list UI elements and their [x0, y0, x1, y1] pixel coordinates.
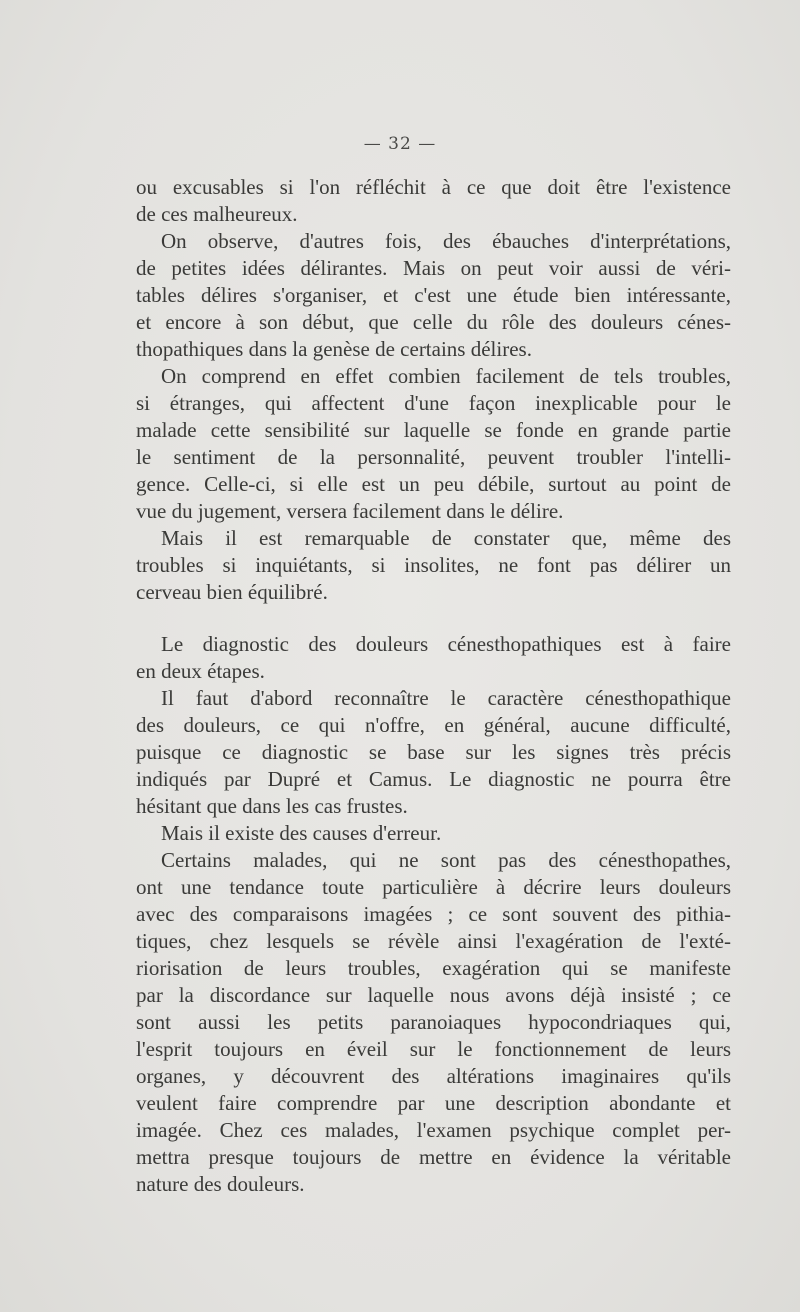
text-line: riorisation de leurs troubles, exagération qui se manifeste: [136, 956, 731, 980]
paragraph-continuation: [136, 552, 731, 606]
text-line: On observe, d'autres fois, des ébauches d'interprétations,: [161, 229, 731, 253]
paragraph-continuation: [136, 658, 731, 685]
paragraph: [136, 820, 731, 847]
text-line: par la discordance sur laquelle nous avons déjà insisté ; ce: [136, 983, 731, 1007]
paragraph: [136, 174, 731, 228]
text-line: troubles si inquiétants, si insolites, ne font pas délirer un: [136, 553, 731, 577]
text-line: des douleurs, ce qui n'offre, en général, aucune difficulté,: [136, 713, 731, 737]
paragraph-continuation: [136, 874, 731, 1198]
text-line: mettra presque toujours de mettre en évidence la véritable: [136, 1145, 731, 1169]
text-line: gence. Celle-ci, si elle est un peu débile, surtout au point de: [136, 472, 731, 496]
paragraph-continuation: [136, 390, 731, 525]
text-line: ont une tendance toute particulière à décrire leurs douleurs: [136, 875, 731, 899]
paragraph: [136, 228, 731, 255]
paragraph: [136, 847, 731, 874]
paragraph: [136, 631, 731, 658]
paragraph: [136, 363, 731, 390]
text-line: nature des douleurs.: [136, 1172, 305, 1196]
body-text: [136, 174, 731, 1198]
text-line: veulent faire comprendre par une description abondante et: [136, 1091, 731, 1115]
text-line: indiqués par Dupré et Camus. Le diagnostic ne pourra être: [136, 767, 731, 791]
text-line: thopathiques dans la genèse de certains délires.: [136, 337, 532, 361]
text-line: puisque ce diagnostic se base sur les signes très précis: [136, 740, 731, 764]
text-line: imagée. Chez ces malades, l'examen psychique complet per-: [136, 1118, 731, 1142]
text-line: malade cette sensibilité sur laquelle se fonde en grande partie: [136, 418, 731, 442]
text-line: le sentiment de la personnalité, peuvent troubler l'intelli-: [136, 445, 731, 469]
page-number: — 32 —: [363, 134, 437, 154]
paragraph: [136, 525, 731, 552]
text-line: cerveau bien équilibré.: [136, 580, 328, 604]
text-line: de petites idées délirantes. Mais on peut voir aussi de véri-: [136, 256, 731, 280]
text-line: Il faut d'abord reconnaître le caractère cénesthopathique: [161, 686, 731, 710]
text-line: en deux étapes.: [136, 659, 265, 683]
text-line: sont aussi les petits paranoiaques hypocondriaques qui,: [136, 1010, 731, 1034]
paragraph-continuation: [136, 255, 731, 363]
text-line: Certains malades, qui ne sont pas des cénesthopathes,: [161, 848, 731, 872]
text-line: l'esprit toujours en éveil sur le fonctionnement de leurs: [136, 1037, 731, 1061]
text-line: et encore à son début, que celle du rôle des douleurs cénes-: [136, 310, 731, 334]
text-line: Mais il est remarquable de constater que, même des: [161, 526, 731, 550]
text-line: organes, y découvrent des altérations imaginaires qu'ils: [136, 1064, 731, 1088]
text-line: si étranges, qui affectent d'une façon inexplicable pour le: [136, 391, 731, 415]
text-line: Mais il existe des causes d'erreur.: [161, 821, 442, 845]
text-line: avec des comparaisons imagées ; ce sont souvent des pithia-: [136, 902, 731, 926]
text-line: ou excusables si l'on réfléchit à ce que doit être l'existence: [136, 175, 731, 199]
text-line: On comprend en effet combien facilement de tels troubles,: [161, 364, 731, 388]
paragraph: [136, 685, 731, 712]
text-line: tables délires s'organiser, et c'est une étude bien intéressante,: [136, 283, 731, 307]
text-line: hésitant que dans les cas frustes.: [136, 794, 408, 818]
text-line: Le diagnostic des douleurs cénesthopathiques est à faire: [161, 632, 731, 656]
text-line: de ces malheureux.: [136, 202, 298, 226]
paragraph-continuation: [136, 712, 731, 820]
section-gap: [136, 606, 731, 631]
text-line: vue du jugement, versera facilement dans le délire.: [136, 499, 564, 523]
text-line: tiques, chez lesquels se révèle ainsi l'exagération de l'exté-: [136, 929, 731, 953]
